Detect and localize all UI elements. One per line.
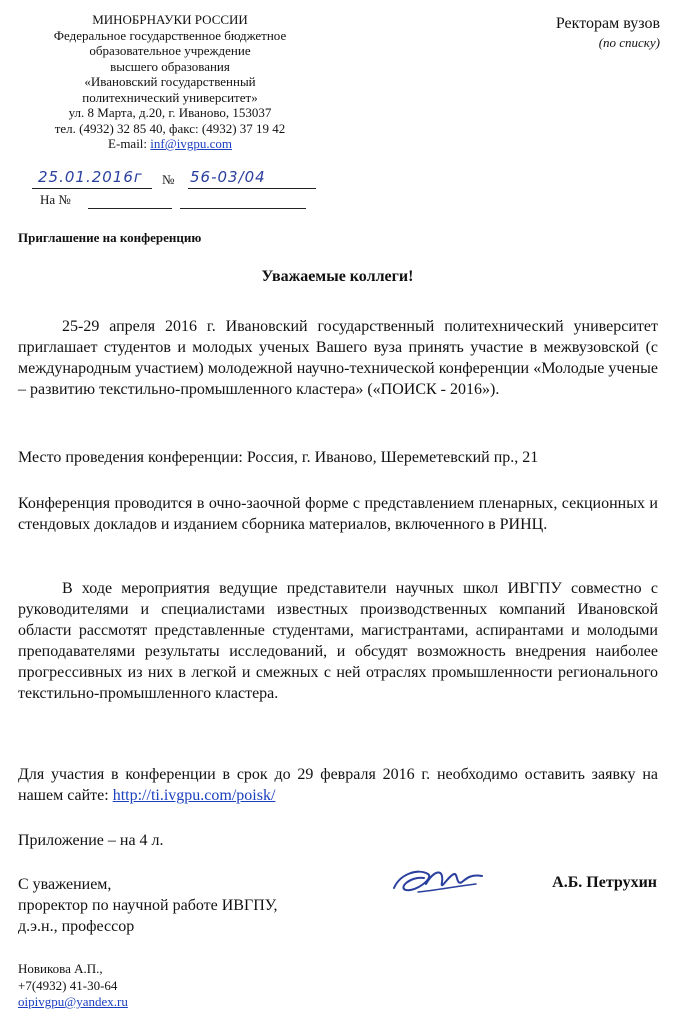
contact-phone: +7(4932) 41-30-64 [18,977,118,993]
conference-site-link[interactable]: http://ti.ivgpu.com/poisk/ [112,787,276,804]
contact-email-link[interactable]: oipivgpu@yandex.ru [18,994,128,1009]
email-label: E-mail: [108,136,148,151]
paragraph-format: Конференция проводится в очно-заочной форме с представлением пленарных, секционных и стендовых докладов и изданием сборника материалов, включенного в РИНЦ. [18,495,658,533]
org-email-line [20,136,320,152]
paragraph-registration [18,764,658,806]
date-underline [32,188,152,189]
paragraph-venue: Место проведения конференции: Россия, г. Иваново, Шереметевский пр., 21 [18,449,539,466]
contact-name: Новикова А.П., [18,961,103,976]
contact-block [18,961,128,1011]
recipient: Ректорам вузов [555,15,660,32]
org-address: ул. 8 Марта, д.20, г. Иваново, 153037 [68,105,272,120]
recipient-block [556,15,660,51]
outgoing-date: 25.01.2016г [38,168,143,186]
reference-number-underline [180,208,306,209]
org-line-3: высшего образования [110,58,230,74]
recipient-note: (по списку) [598,35,660,50]
signer-degree: д.э.н., профессор [18,918,135,935]
signatory-name: А.Б. Петрухин [552,874,657,891]
number-sign: № [162,172,175,187]
org-line-4: «Ивановский государственный [84,74,256,89]
outgoing-number: 56-03/04 [190,168,266,186]
paragraph-attachment: Приложение – на 4 л. [18,832,164,849]
reference-date-underline [88,208,172,209]
closing-block [18,874,277,937]
registration-text: Для участия в конференции в срок до 29 февраля 2016 г. необходимо оставить заявку на нашем сайте: [18,766,658,804]
letterhead [20,12,320,152]
org-line-5: политехнический университет» [82,89,258,105]
paragraph-1: 25-29 апреля 2016 г. Ивановский государственный политехнический университет приглашает студентов и молодых ученых Вашего вуза принять участие в межвузовской (с международным участием) молодежной научно-технической конференции «Молодые ученые – развитию текстильно-промышленного кластера» («ПОИСК - 2016»). [18,318,658,398]
org-line-2: образовательное учреждение [89,43,251,58]
closing-regards: С уважением, [18,876,112,893]
paragraph-4: В ходе мероприятия ведущие представители научных школ ИВГПУ совместно с руководителями и специалистами известных производственных компаний Ивановской области рассмотят представленные студентами, магистрантами, аспирантами и молодыми преподавателями результаты исследований, и обсудят возможность внедрения наиболее прогрессивных из них в легкой и смежных с ней отраслях промышленности регионального текстильно-промышленного кластера. [18,580,658,702]
number-underline [188,188,316,189]
org-email-link[interactable]: inf@ivgpu.com [150,136,232,151]
signer-position: проректор по научной работе ИВГПУ, [18,897,278,914]
org-line-1: Федеральное государственное бюджетное [53,27,287,43]
signature-icon [388,862,488,902]
org-phone: тел. (4932) 32 85 40, факс: (4932) 37 19 42 [54,120,286,136]
reference-label: На № [40,192,71,207]
letter-subject: Приглашение на конференцию [18,230,202,245]
greeting: Уважаемые коллеги! [261,268,414,285]
ministry-name: МИНОБРНАУКИ РОССИИ [92,12,248,27]
